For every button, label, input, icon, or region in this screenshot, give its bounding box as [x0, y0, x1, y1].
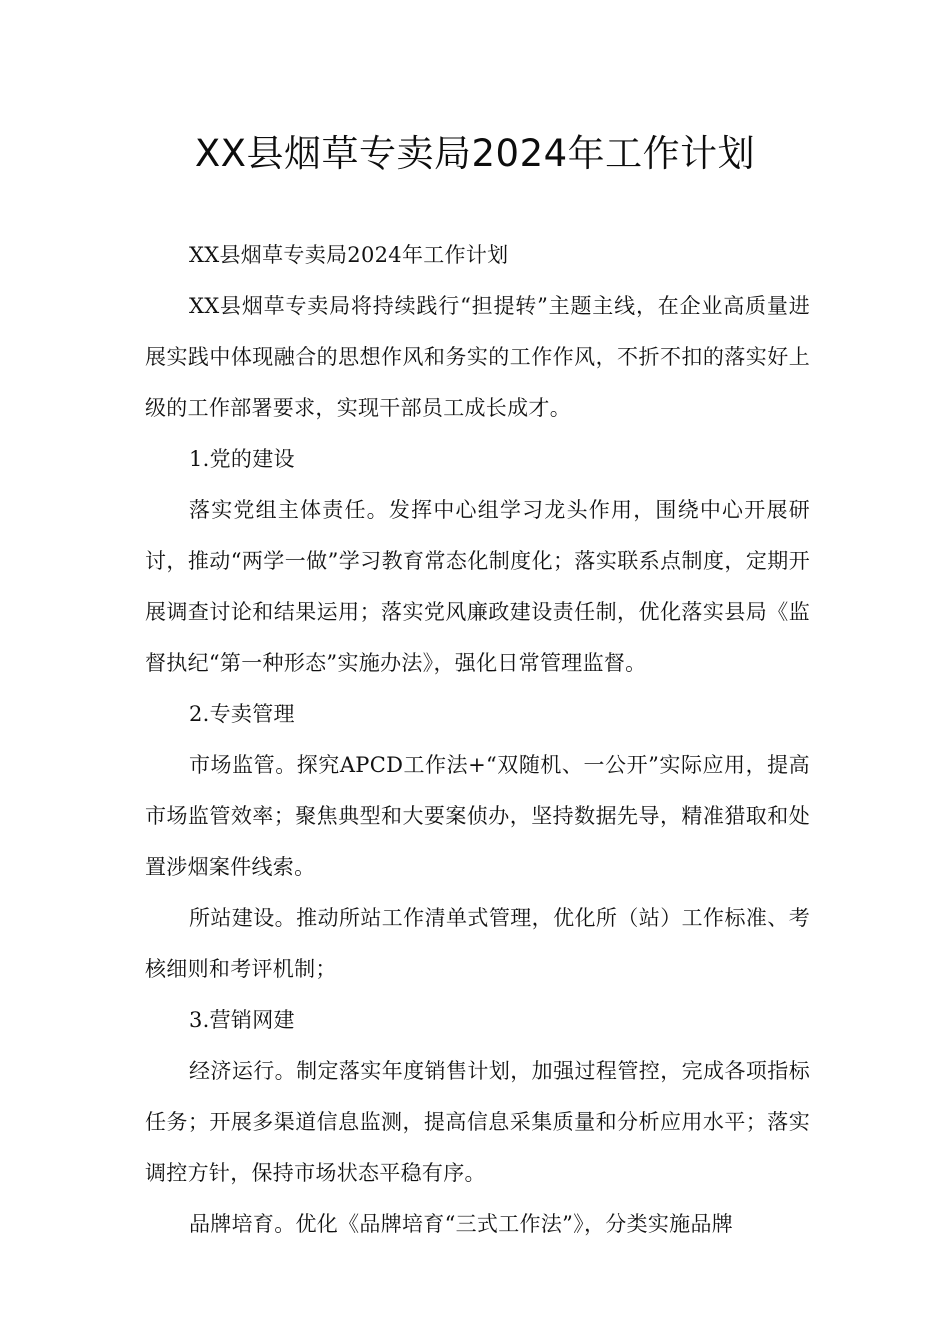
paragraph-intro: XX县烟草专卖局将持续践行“担提转”主题主线，在企业高质量进展实践中体现融合的思想作风和务实的工作作风，不折不扣的落实好上级的工作部署要求，实现干部员工成长成才。 — [145, 294, 810, 420]
paragraph-station-construction: 所站建设。推动所站工作清单式管理，优化所（站）工作标准、考核细则和考评机制； — [145, 906, 810, 981]
paragraph-brand-cultivation: 品牌培育。优化《品牌培育“三式工作法”》，分类实施品牌 — [189, 1212, 734, 1236]
section-heading-marketing-network: 3.营销网建 — [189, 1008, 295, 1032]
paragraph-party-building: 落实党组主体责任。发挥中心组学习龙头作用，围绕中心开展研讨，推动“两学一做”学习教育常态化制度化；落实联系点制度，定期开展调查讨论和结果运用；落实党风廉政建设责任制，优化落实县局《监督执纪“第一种形态”实施办法》，强化日常管理监督。 — [145, 498, 810, 675]
paragraph-subtitle: XX县烟草专卖局2024年工作计划 — [189, 243, 509, 267]
document-title: XX县烟草专卖局2024年工作计划 — [194, 132, 756, 175]
section-heading-party-building: 1.党的建设 — [189, 447, 295, 471]
document-body — [145, 230, 810, 1250]
paragraph-economic-operation: 经济运行。制定落实年度销售计划，加强过程管控，完成各项指标任务；开展多渠道信息监测，提高信息采集质量和分析应用水平；落实调控方针，保持市场状态平稳有序。 — [145, 1059, 810, 1185]
paragraph-market-supervision: 市场监管。探究APCD工作法+“双随机、一公开”实际应用，提高市场监管效率；聚焦典型和大要案侦办，坚持数据先导，精准猎取和处置涉烟案件线索。 — [145, 753, 810, 879]
section-heading-monopoly-management: 2.专卖管理 — [189, 702, 295, 726]
